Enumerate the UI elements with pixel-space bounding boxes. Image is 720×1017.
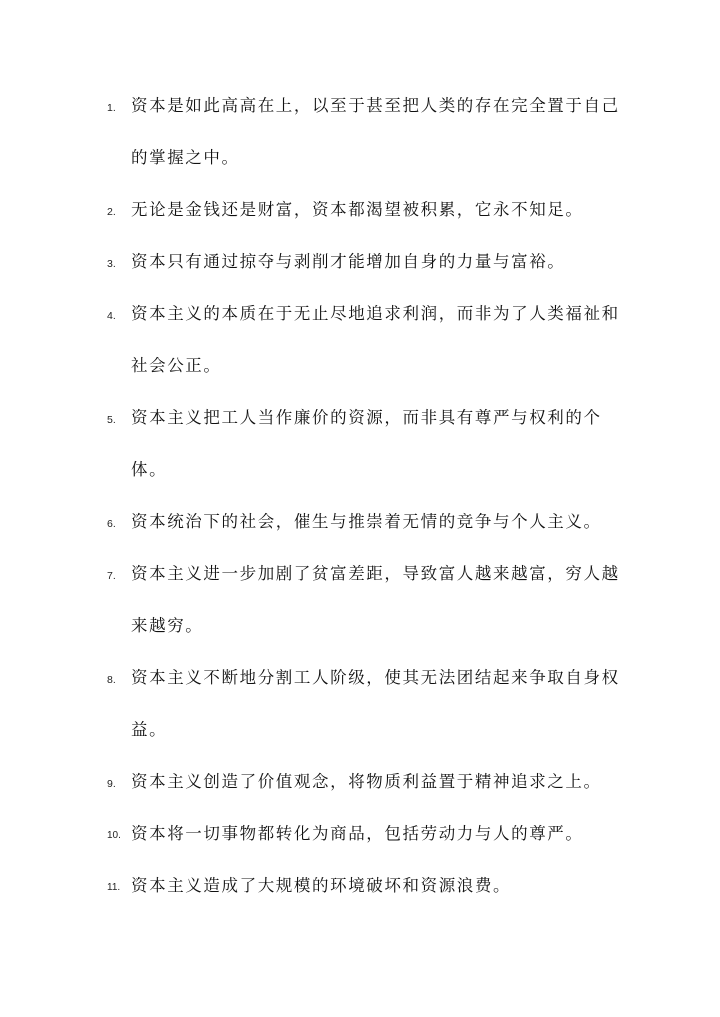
list-item xyxy=(107,548,627,652)
list-item-text: 无论是金钱还是财富，资本都渴望被积累，它永不知足。 xyxy=(131,200,584,219)
list-item-text: 资本只有通过掠夺与剥削才能增加自身的力量与富裕。 xyxy=(131,252,566,271)
list-item-number: 8. xyxy=(107,674,116,686)
list-item-text: 资本主义创造了价值观念，将物质利益置于精神追求之上。 xyxy=(131,772,602,791)
list-item-number: 6. xyxy=(107,518,116,530)
list-item-text: 资本将一切事物都转化为商品，包括劳动力与人的尊严。 xyxy=(131,824,584,843)
list-item xyxy=(107,756,627,808)
list-item xyxy=(107,184,627,236)
list-item xyxy=(107,236,627,288)
list-item-text: 资本主义进一步加剧了贫富差距，导致富人越来越富，穷人越来越穷。 xyxy=(131,564,620,635)
list-item-number: 3. xyxy=(107,258,116,270)
list-item-number: 5. xyxy=(107,414,116,426)
numbered-list xyxy=(107,80,627,912)
list-item xyxy=(107,808,627,860)
list-item xyxy=(107,392,627,496)
list-item-number: 4. xyxy=(107,310,116,322)
list-item xyxy=(107,652,627,756)
list-item-text: 资本主义造成了大规模的环境破坏和资源浪费。 xyxy=(131,876,512,895)
list-item xyxy=(107,496,627,548)
list-item-number: 2. xyxy=(107,206,116,218)
list-item xyxy=(107,860,627,912)
list-item-number: 11. xyxy=(107,882,121,893)
list-item xyxy=(107,80,627,184)
list-item-text: 资本主义不断地分割工人阶级，使其无法团结起来争取自身权益。 xyxy=(131,668,620,739)
list-item-text: 资本主义把工人当作廉价的资源，而非具有尊严与权利的个体。 xyxy=(131,408,602,479)
list-item-number: 9. xyxy=(107,778,116,790)
list-item-text: 资本是如此高高在上，以至于甚至把人类的存在完全置于自己的掌握之中。 xyxy=(131,96,620,167)
list-item-text: 资本统治下的社会，催生与推崇着无情的竞争与个人主义。 xyxy=(131,512,602,531)
list-item-number: 1. xyxy=(107,102,116,114)
list-item xyxy=(107,288,627,392)
list-item-number: 10. xyxy=(107,830,121,841)
list-item-text: 资本主义的本质在于无止尽地追求利润，而非为了人类福祉和社会公正。 xyxy=(131,304,620,375)
list-item-number: 7. xyxy=(107,570,116,582)
